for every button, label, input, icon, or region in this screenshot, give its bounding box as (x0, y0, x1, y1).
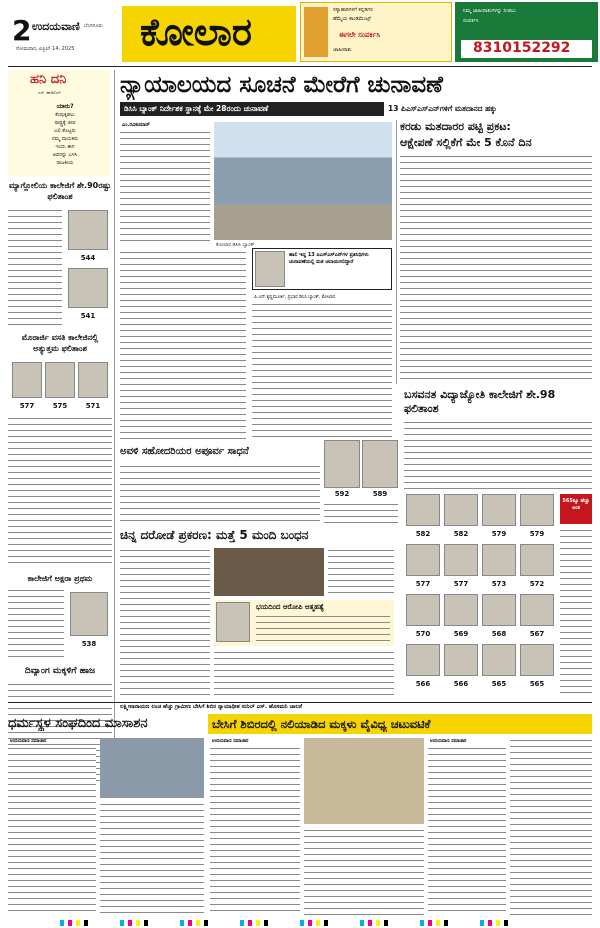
masthead-rule (8, 66, 592, 67)
grid-score: 565 (491, 680, 507, 688)
story6-text-3 (214, 650, 394, 698)
grid-photo (406, 594, 440, 626)
grid-score: 568 (491, 630, 507, 638)
story7-text-2 (560, 528, 592, 698)
grid-score: 566 (415, 680, 431, 688)
story1-text (8, 208, 62, 330)
grid-photo (444, 594, 478, 626)
story5-photo-2 (362, 440, 398, 488)
honey-box (8, 70, 110, 176)
honey-byline: ಎಸ್. ಹಾಡಿಲಿಂಗ್ (38, 90, 62, 95)
quote-photo (255, 251, 285, 287)
story3-photo (70, 592, 108, 636)
story6-sub-box (214, 600, 394, 646)
grid-score: 582 (415, 530, 431, 538)
story6-title: ಚಿನ್ನ ದರೋಡೆ ಪ್ರಕರಣ: ಮತ್ತೆ 5 ಮಂದಿ ಬಂಧನ (120, 528, 309, 542)
grid-photo (482, 494, 516, 526)
story2-photo-2 (45, 362, 75, 398)
story5-score-2: 589 (372, 490, 388, 498)
section-banner (122, 6, 296, 62)
right-story-text (400, 154, 592, 382)
grid-photo (482, 594, 516, 626)
bottom-byline-2: ಉದಯವಾಣಿ ಸಮಾಚಾರ (212, 739, 249, 744)
page-number: 2 (12, 14, 32, 47)
main-story-text-1 (120, 130, 210, 242)
story1-photo-1 (68, 210, 108, 250)
poem-line: ಇಂದು ಈಗ (55, 144, 75, 150)
story5-score-1: 592 (334, 490, 350, 498)
ad2-phone: 8310152292 (473, 40, 571, 56)
quote-text: ಹಾಲಿ ಇದ್ದ 13 ಪಿಎಸ್ಎಸ್ಎನ್‌ಗಳ ಪ್ರತಿನಿಧಿಗಳು ಚುನಾವಣೆಯಲ್ಲಿ ಮತ ಚಲಾಯಿಸಲಿದ್ದಾರೆ (289, 252, 369, 265)
grid-score: 567 (529, 630, 545, 638)
main-byline: ಎಂ.ರವಿಕುಮಾರ್ (122, 122, 150, 128)
ad1-line1: ಸಸ್ಯಾಹಾರಿಗಳಿಗೆ ಕನ್ನಡಿಗರ (333, 7, 373, 13)
paper-name: ಉದಯವಾಣಿ (32, 20, 80, 33)
poem-line: ಅವರನ್ನು ಬಳಸಿ (52, 152, 78, 158)
story6-sub-photo (216, 602, 250, 642)
bottom-strip-text: ಲಕ್ಷ್ಮೀನಾರಾಯಣ ಲಂಚ ಹೆಚ್ಚು ಗ್ರಾಮೀಣ ಬೇಸಿಗೆ ಶಿಬಿರ ನ್ಯಾಯಾಧೀಶ ಸುನಿಲ್ ಎಸ್. ಹೊಸಮನಿ ಚಾಲನೆ (120, 704, 303, 710)
lower-section-rule (8, 702, 592, 703)
bottom-mid-text (210, 746, 300, 916)
story7-title: ಬಸವನತ ವಿದ್ಯಾಜ್ಯೋತಿ ಕಾಲೇಜಿಗೆ ಶೇ.98 ಫಲಿತಾಂಶ (404, 388, 556, 415)
ad-condiments (300, 2, 452, 62)
quote-box (252, 248, 392, 290)
ad2-line2: ಸಂಪರ್ಕಿಸಿ (463, 18, 479, 24)
honey-poem (26, 102, 104, 167)
grid-photo (406, 544, 440, 576)
grid-score: 569 (453, 630, 469, 638)
grid-photo (520, 544, 554, 576)
masthead (0, 0, 600, 66)
grid-score: 566 (453, 680, 469, 688)
main-story-text-2 (120, 250, 246, 440)
grid-photo (444, 544, 478, 576)
grid-photo (520, 494, 554, 526)
main-subhead2: 13 ಪಿಎಸ್ಎಸ್ಎನ್‌ಗಳಿಗೆ ಮತದಾನದ ಹಕ್ಕು (388, 104, 497, 113)
story1-score-1: 544 (80, 254, 96, 262)
grid-score: 579 (491, 530, 507, 538)
story3-text (8, 588, 64, 662)
grid-score: 582 (453, 530, 469, 538)
poem-line: ನಮ್ಮ ನಾಯಕರು (51, 136, 79, 142)
bottom-left-text-1 (8, 746, 96, 916)
grid-photo (444, 644, 478, 676)
grid-photo (444, 494, 478, 526)
main-story-text-3 (252, 302, 392, 438)
story2-score-1: 577 (19, 402, 35, 410)
sidebar-divider (114, 70, 115, 790)
grid-score: 565 (529, 680, 545, 688)
print-color-marks (60, 920, 540, 926)
story7-badge-text: 565ಕ್ಕೂ ಹೆಚ್ಚು ಅಂಕ (562, 498, 590, 511)
ad-contact (455, 2, 598, 62)
story6-sub-text (256, 614, 390, 642)
bottom-left-photo (100, 738, 204, 798)
story1-score-2: 541 (80, 312, 96, 320)
right-headline1: ಕರಡು ಮತದಾರರ ಪಟ್ಟಿ ಪ್ರಕಟ: (400, 120, 511, 133)
grid-score: 577 (453, 580, 469, 588)
grid-photo (406, 494, 440, 526)
story2-score-2: 575 (52, 402, 68, 410)
grid-photo (482, 544, 516, 576)
sidebar-story2 (8, 332, 112, 572)
main-photo-caption: ಕೋಲಾರ ಡಿಸಿಸಿ ಬ್ಯಾಂಕ್ (216, 242, 255, 248)
story1-photo-2 (68, 268, 108, 308)
bottom-byline-3: ಉದಯವಾಣಿ ಸಮಾಚಾರ (430, 739, 467, 744)
bottom-byline-1: ಉದಯವಾಣಿ ಸಮಾಚಾರ (10, 739, 47, 744)
ad1-line2: ಹೆಮ್ಮೆಯ ಕಾಂಡಿಮೆಂಟ್ಸ್ (333, 16, 372, 22)
results-grid (404, 494, 558, 698)
story3-title: ಕಾಲೇಜಿಗೆ ಅಕ್ಷರಾ ಪ್ರಥಮ (27, 574, 93, 583)
grid-score: 572 (529, 580, 545, 588)
story3-score: 538 (81, 640, 97, 648)
story6-text-1 (120, 548, 210, 698)
story5-title: ಅವಳಿ ಸಹೋದರಿಯರ ಅಪೂರ್ವ ಸಾಧನೆ (120, 446, 249, 457)
ad-image (304, 7, 328, 57)
story6-sub-title: ಭಯದಿಂದ ಆರೋಪಿ ಆತ್ಮಹತ್ಯೆ (256, 603, 324, 611)
story2-photo-1 (12, 362, 42, 398)
date-line: ಸೋಮವಾರ, ಏಪ್ರಿಲ್ 14, 2025 (16, 46, 75, 52)
bottom-camp-text (304, 828, 424, 916)
grid-score: 579 (529, 530, 545, 538)
story2-title: ಮೊರಾರ್ಜಿ ವಸತಿ ಕಾಲೇಜಿನಲ್ಲಿ ಅತ್ಯುತ್ತಮ ಫಲಿತಾಂಶ (21, 333, 99, 353)
story2-text (8, 416, 112, 566)
story7-text (404, 420, 592, 490)
bottom-camp-photo (304, 738, 424, 824)
poem-line: ಕೆಂಪುಕ್ಕಿಡಲು (55, 112, 75, 118)
honey-title: ಹನಿ ದನಿ (30, 72, 67, 87)
poem-line: ಯಾರು? (56, 103, 74, 110)
poem-line: ರಾಷ್ಟ್ರಕ್ಕೆ ಜೀವ (54, 120, 76, 126)
quote-byline: ಪಿ.ಎನ್.ಕೃಷ್ಣಮೂರ್ತಿ, ಪ್ರಭಾರ ಡಿಸಿಸಿ ಬ್ಯಾಂಕ್, ಕೋಲಾರ (254, 295, 336, 300)
bottom-left-title: ಧರ್ಮಸ್ಥಳ ಸಂಘದಿಂದ ಮಾಸಾಶನ (8, 716, 148, 731)
grid-score: 577 (415, 580, 431, 588)
ad1-line4: ಜಾಹೀರಾತು (333, 47, 352, 53)
main-photo-bank (214, 122, 392, 240)
grid-photo (520, 594, 554, 626)
story7-badge (560, 494, 592, 524)
grid-score: 573 (491, 580, 507, 588)
story6-text-2 (328, 548, 394, 596)
story5-photo-1 (324, 440, 360, 488)
story1-title: ಮ್ಯಾಗ್ಲೋಲಿಯ ಕಾಲೇಜಿಗೆ ಶೇ.90ರಷ್ಟು ಫಲಿತಾಂಶ (8, 181, 111, 201)
story6-photo (214, 548, 324, 596)
grid-score: 570 (415, 630, 431, 638)
ad1-line3: ಈಗಲೇ ಸಂಪರ್ಕಿಸಿ (339, 31, 381, 39)
poem-line: ಬಲಿ ಕೊಟ್ಟರು (54, 128, 76, 134)
story5-text-2 (324, 502, 398, 524)
bottom-right-text-1 (428, 746, 506, 916)
right-headline2: ಆಕ್ಷೇಪಣೆ ಸಲ್ಲಿಕೆಗೆ ಮೇ 5 ಕೊನೆ ದಿನ (400, 136, 532, 149)
main-headline: ನ್ಯಾಯಾಲಯದ ಸೂಚನೆ ಮೇರೆಗೆ ಚುನಾವಣೆ (120, 72, 443, 98)
section-title: ಕೋಲಾರ (140, 10, 252, 54)
edition-label: ಬೆಂಗಳೂರು (84, 23, 103, 29)
right-column-divider (396, 120, 397, 384)
bottom-right-text-2 (510, 738, 592, 916)
main-subhead: ಡಿಸಿಸಿ ಬ್ಯಾಂಕ್ ನಿರ್ದೇಶಕ ಸ್ಥಾನಕ್ಕೆ ಮೇ 28ರಂದು ಚುನಾವಣೆ (124, 104, 269, 113)
grid-photo (482, 644, 516, 676)
ad2-line1: ನಿಮ್ಮ ಜಾಹೀರಾತುಗಳನ್ನು ನೀಡಲು (463, 8, 516, 14)
poem-line: ರಾಜಕೀಯ (56, 160, 74, 166)
sidebar-story1 (8, 180, 112, 335)
bottom-strip (120, 704, 592, 714)
bottom-right-title: ಬೇಸಿಗೆ ಶಿಬಿರದಲ್ಲಿ ನಲಿಯಾಡಿದ ಮಕ್ಕಳು ವೈವಿಧ್ಯ ಚಟುವಟಿಕೆ (212, 717, 431, 731)
story5-text (120, 464, 320, 524)
sidebar-story3 (8, 574, 112, 666)
story2-score-3: 571 (85, 402, 101, 410)
bottom-left-text-2 (100, 802, 204, 916)
grid-photo (520, 644, 554, 676)
story2-photo-3 (78, 362, 108, 398)
story4-title: ದಿವ್ಯಾಂಗ ಮಕ್ಕಳಿಗೆ ಹಾಜ (24, 666, 96, 676)
grid-photo (406, 644, 440, 676)
